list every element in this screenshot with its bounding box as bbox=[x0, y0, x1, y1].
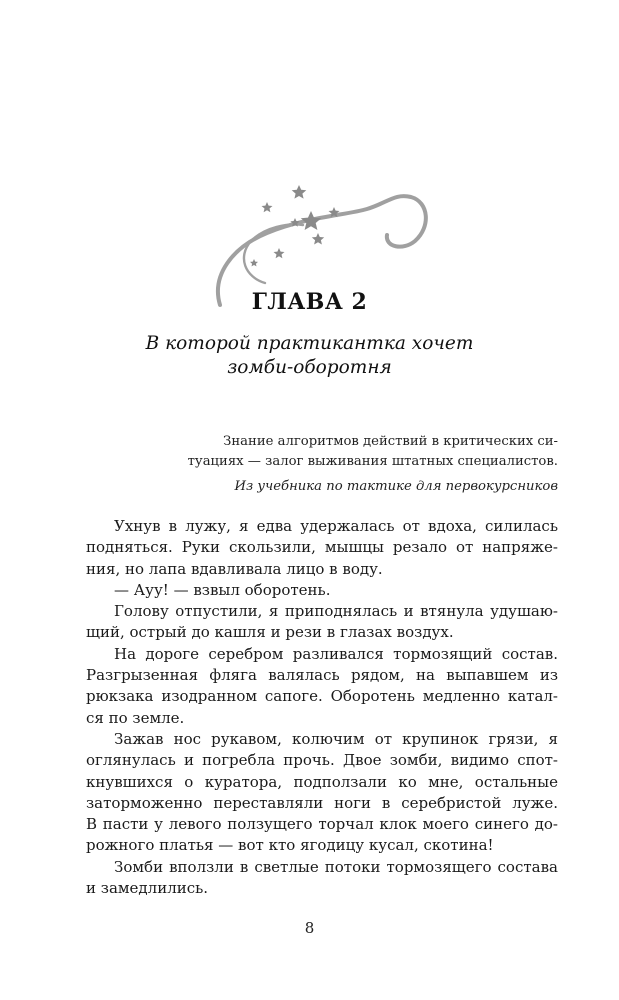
text-line: — Ауу! — взвыл оборотень. bbox=[114, 580, 331, 599]
star-icon bbox=[262, 202, 273, 212]
text-line: кнувшихся о куратора, подползали ко мне, остальные bbox=[86, 772, 558, 791]
chapter-title: ГЛАВА 2 bbox=[251, 289, 368, 315]
text-line: Голову отпустили, я приподнялась и втянула удушаю- bbox=[114, 602, 558, 621]
body-text bbox=[86, 516, 558, 899]
swirl-line-inner bbox=[244, 225, 303, 283]
text-line: щий, острый до кашля и рези в глазах воздух. bbox=[86, 623, 454, 642]
text-line: На дороге серебром разливался тормозящий состав. bbox=[114, 644, 558, 663]
star-icon bbox=[312, 233, 324, 245]
text-line: заторможенно переставляли ноги в серебристой луже. bbox=[86, 793, 558, 812]
text-line: ся по земле. bbox=[86, 708, 185, 727]
chapter-subtitle bbox=[0, 332, 619, 380]
star-icon bbox=[301, 211, 321, 230]
text-line: ния, но лапа вдавливала лицо в воду. bbox=[86, 559, 383, 578]
epigraph bbox=[160, 432, 558, 497]
chapter-subtitle-line: В которой практикантка хочет bbox=[145, 333, 474, 354]
epigraph-line: туациях — залог выживания штатных специалистов. bbox=[187, 454, 558, 469]
chapter-subtitle-line: зомби-оборотня bbox=[227, 357, 392, 378]
page-number: 8 bbox=[304, 919, 315, 937]
star-icon bbox=[292, 185, 307, 199]
star-icon bbox=[274, 248, 285, 258]
text-line: Разгрызенная фляга валялась рядом, на выпавшем из bbox=[86, 666, 558, 685]
text-line: рожного платья — вот кто ягодицу кусал, скотина! bbox=[86, 836, 494, 855]
epigraph-line: Знание алгоритмов действий в критических си- bbox=[223, 434, 558, 449]
text-line: подняться. Руки скользили, мышцы резало от напряже- bbox=[86, 538, 558, 557]
text-line: рюкзака изодранном сапоге. Оборотень медленно катал- bbox=[86, 687, 558, 706]
text-line: Зомби вползли в светлые потоки тормозящего состава bbox=[114, 857, 558, 876]
star-icon bbox=[250, 259, 258, 266]
text-line: и замедлились. bbox=[86, 879, 209, 898]
epigraph-source: Из учебника по тактике для первокурсников bbox=[234, 479, 558, 494]
text-line: Ухнув в лужу, я едва удержалась от вдоха, силилась bbox=[114, 517, 558, 535]
text-line: оглянулась и погребла прочь. Двое зомби, видимо спот- bbox=[86, 751, 558, 770]
text-line: Зажав нос рукавом, колючим от крупинок грязи, я bbox=[114, 729, 558, 748]
text-line: В пасти у левого ползущего торчал клок моего синего до- bbox=[86, 815, 558, 834]
